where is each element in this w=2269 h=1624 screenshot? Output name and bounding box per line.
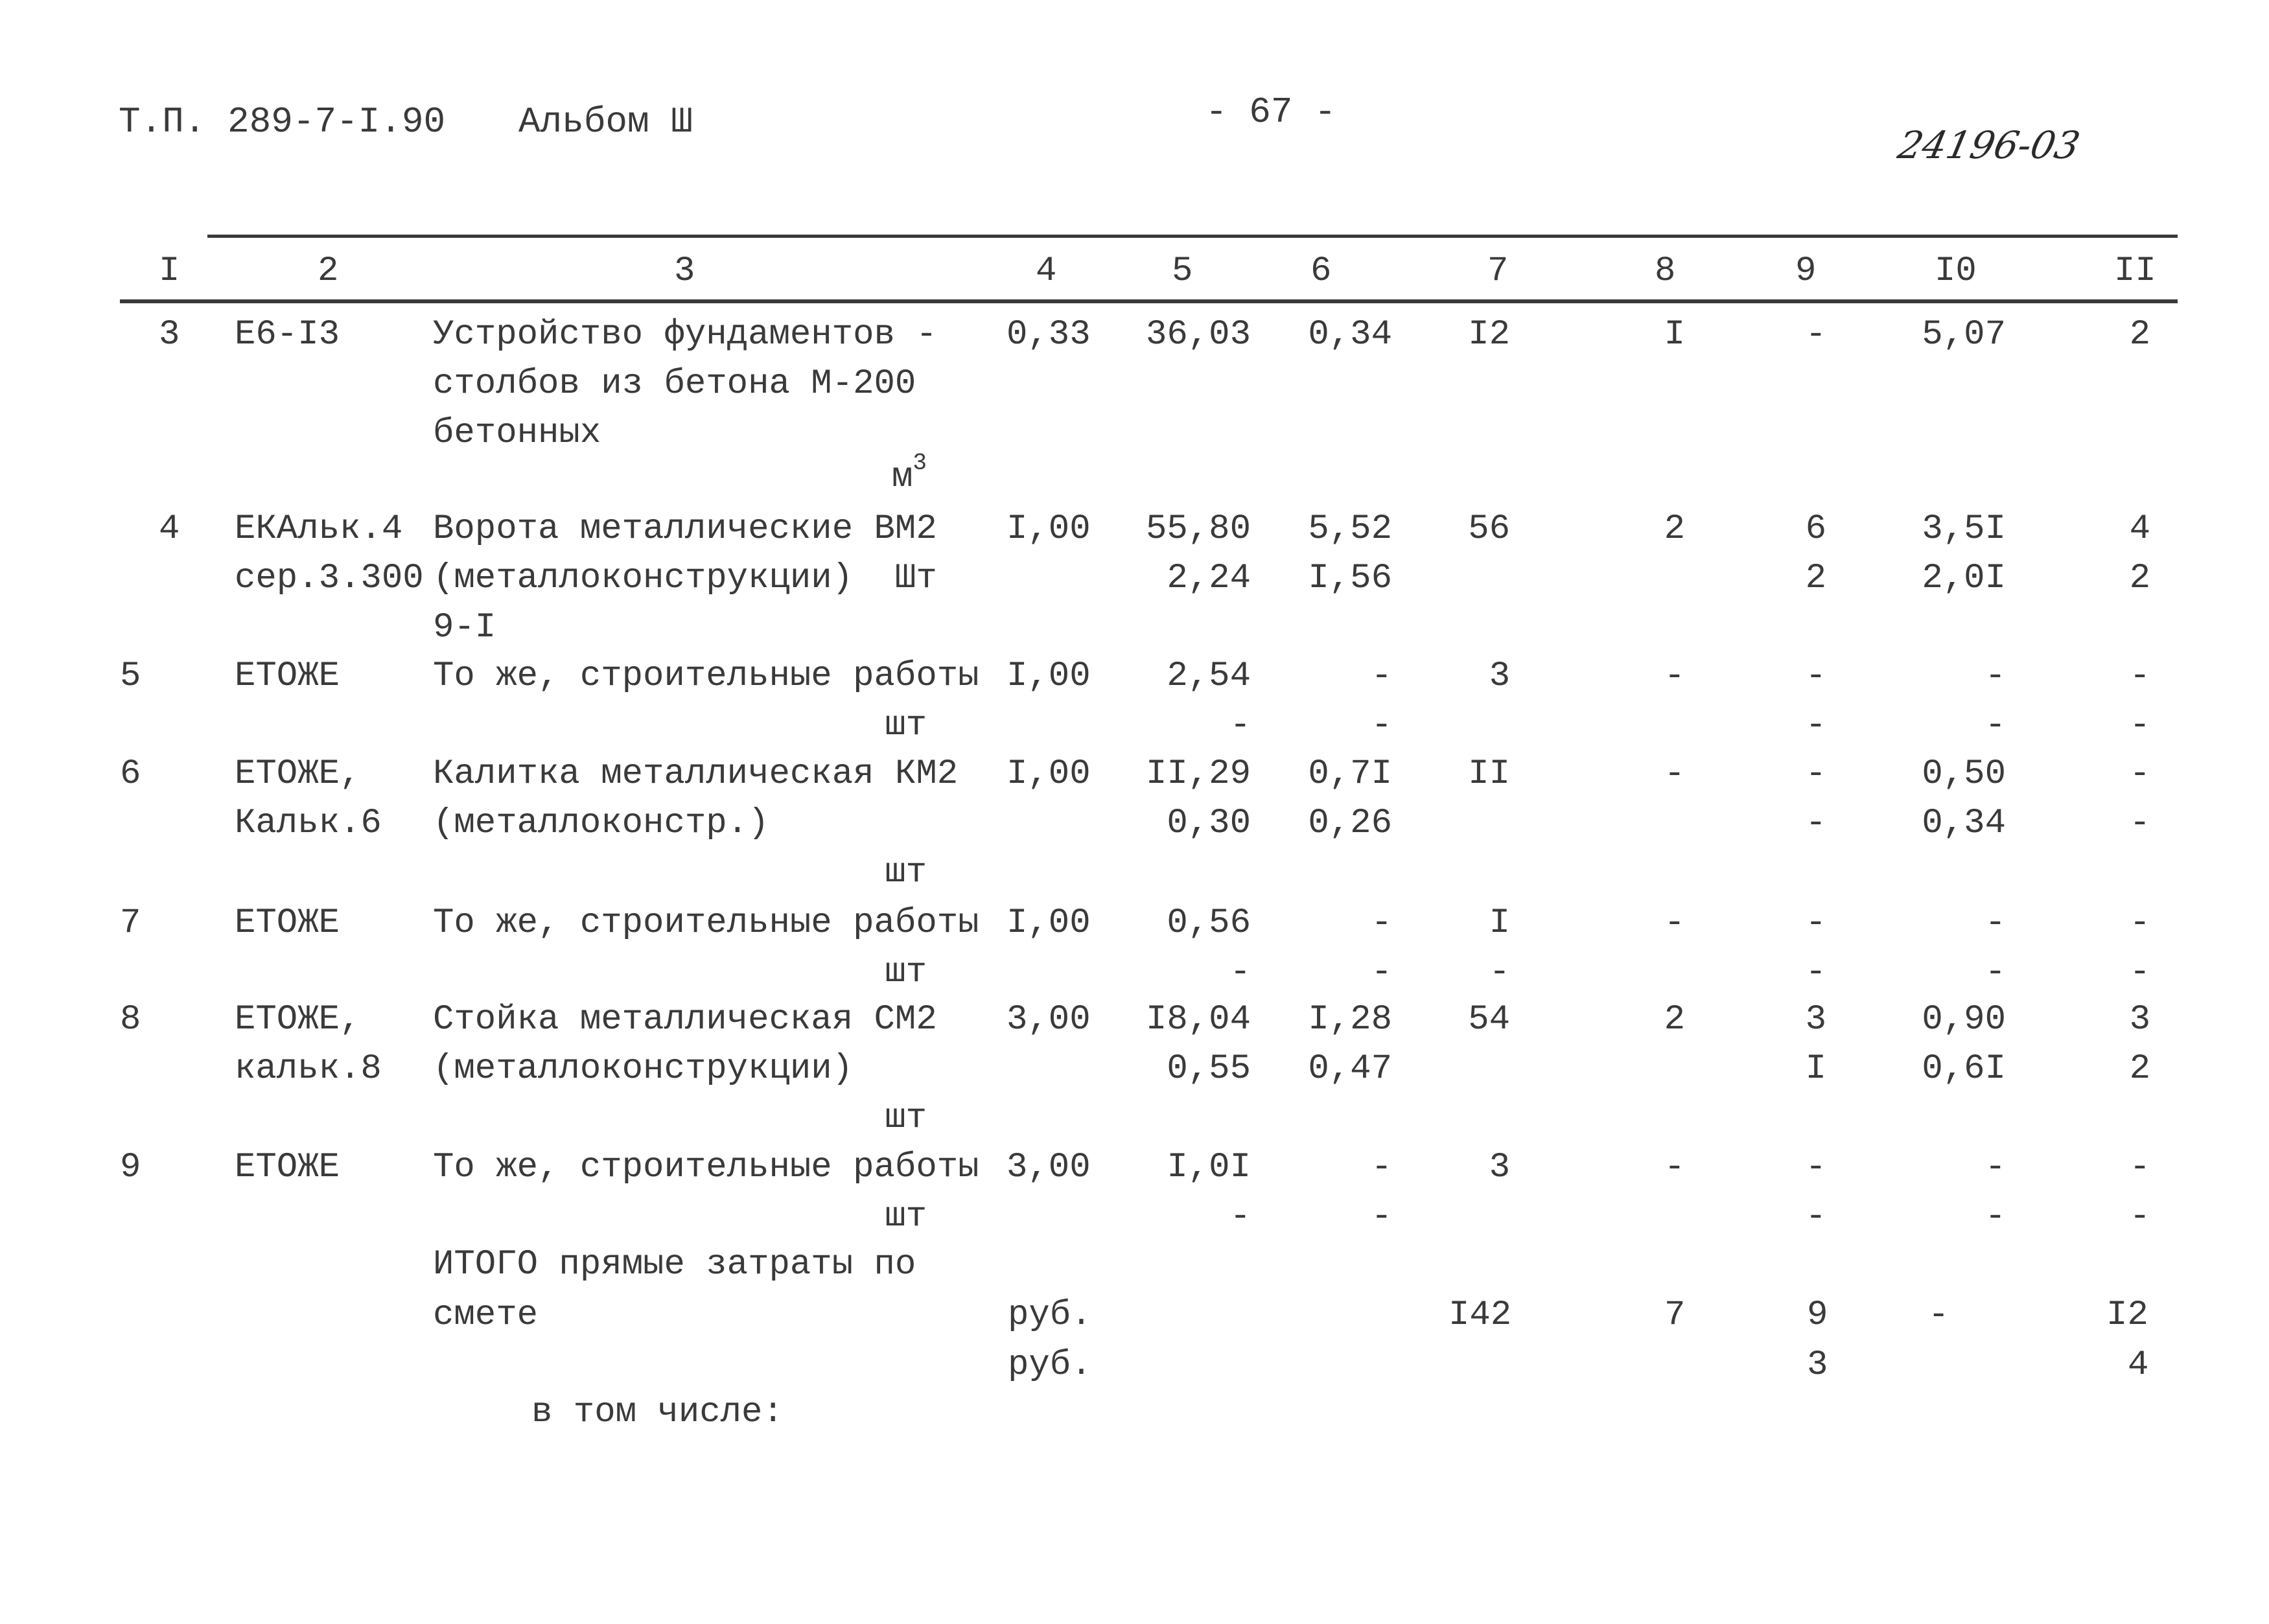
norm-code: Е6-I3: [235, 315, 340, 354]
cell-c7: 3: [1489, 1148, 1510, 1187]
work-description: бетонных: [433, 413, 601, 453]
work-description: (металлоконстр.): [433, 804, 769, 843]
total-col11-line2: 4: [2128, 1345, 2149, 1385]
quantity: I,00: [1007, 903, 1091, 943]
cell-c9: -: [1805, 804, 1826, 843]
unit-superscript: 3: [913, 450, 927, 476]
cell-c10: 5,07: [1922, 315, 2006, 354]
quantity: 0,33: [1007, 315, 1091, 354]
cell-c10: -: [1984, 656, 2006, 696]
cell-c6: -: [1371, 953, 1392, 992]
column-number-7: 7: [1487, 251, 1509, 291]
column-number-8: 8: [1655, 251, 1676, 291]
row-number: 9: [120, 1148, 141, 1187]
cell-c9: -: [1805, 953, 1826, 992]
column-number-5: 5: [1172, 251, 1193, 291]
column-number-10: I0: [1935, 251, 1977, 291]
cell-c7: 3: [1489, 656, 1510, 696]
total-col11-line1: I2: [2106, 1295, 2148, 1335]
page-number: - 67 -: [1205, 91, 1336, 133]
quantity: I,00: [1007, 754, 1091, 794]
total-col9-line1: 9: [1807, 1295, 1828, 1335]
album-label: Альбом Ш: [518, 101, 693, 143]
cell-c11: -: [2129, 953, 2150, 992]
column-number-2: 2: [318, 251, 339, 291]
cell-c7: II: [1468, 754, 1510, 794]
cell-c9: -: [1805, 754, 1826, 794]
cell-c5: 2,24: [1167, 559, 1251, 598]
cell-c10: 0,50: [1922, 754, 2006, 794]
handwritten-inventory-number: 24196-03: [1894, 123, 2084, 167]
column-number-11: II: [2114, 251, 2156, 291]
cell-c5: -: [1229, 1197, 1251, 1236]
cell-c5: 0,56: [1167, 903, 1251, 943]
column-number-6: 6: [1310, 251, 1332, 291]
column-number-4: 4: [1036, 251, 1057, 291]
unit-of-measure: шт: [885, 1098, 927, 1138]
cell-c10: -: [1984, 1148, 2006, 1187]
cell-c9: -: [1805, 1148, 1826, 1187]
cell-c6: -: [1371, 903, 1392, 943]
total-col7: I42: [1449, 1295, 1512, 1335]
unit-of-measure: $м^3$: [891, 450, 927, 497]
quantity: 3,00: [1007, 1148, 1091, 1187]
norm-code: ЕКАльк.4: [235, 509, 403, 549]
row-number: 5: [120, 656, 141, 696]
cell-c8: -: [1664, 656, 1685, 696]
work-description: столбов из бетона М-200: [433, 364, 916, 404]
work-description: То же, строительные работы: [433, 1148, 979, 1187]
unit-of-measure: шт: [885, 706, 927, 745]
cell-c11: -: [2129, 1197, 2150, 1236]
cell-c7: -: [1489, 953, 1510, 992]
unit-of-measure: шт: [885, 853, 927, 892]
cell-c10: -: [1984, 706, 2006, 745]
cell-c9: -: [1805, 315, 1826, 354]
including-label: в том числе:: [531, 1393, 784, 1432]
work-description: 9-I: [433, 608, 496, 647]
cell-c6: 0,7I: [1308, 754, 1392, 794]
row-number: 4: [159, 509, 180, 549]
cell-c8: -: [1664, 903, 1685, 943]
cell-c6: 5,52: [1308, 509, 1392, 549]
cell-c11: 2: [2129, 315, 2150, 354]
cell-c10: 0,6I: [1922, 1049, 2006, 1089]
norm-code: Кальк.6: [235, 804, 382, 843]
total-unit-2: руб.: [1008, 1345, 1092, 1385]
cell-c9: 2: [1805, 559, 1826, 598]
cell-c11: 4: [2129, 509, 2150, 549]
cell-c6: -: [1371, 1148, 1392, 1187]
cell-c9: 3: [1805, 1000, 1826, 1039]
quantity: I,00: [1007, 509, 1091, 549]
cell-c9: 6: [1805, 509, 1826, 549]
cell-c9: -: [1805, 656, 1826, 696]
cell-c6: I,28: [1308, 1000, 1392, 1039]
cell-c6: 0,26: [1308, 804, 1392, 843]
cell-c5: 0,30: [1167, 804, 1251, 843]
cell-c8: I: [1664, 315, 1685, 354]
table-top-rule: [207, 235, 2178, 238]
cell-c9: -: [1805, 1197, 1826, 1236]
total-label-line1: ИТОГО прямые затраты по: [433, 1245, 916, 1284]
cell-c11: 3: [2129, 1000, 2150, 1039]
unit-of-measure: шт: [885, 1197, 927, 1236]
cell-c6: -: [1371, 656, 1392, 696]
cell-c10: 0,90: [1922, 1000, 2006, 1039]
work-description: (металлоконструкции) Шт: [433, 559, 937, 598]
table-header-rule: [120, 299, 2178, 303]
cell-c7: I: [1489, 903, 1510, 943]
cell-c11: -: [2129, 903, 2150, 943]
document-code: Т.П. 289-7-I.90: [119, 101, 446, 143]
cell-c5: 2,54: [1167, 656, 1251, 696]
cell-c6: -: [1371, 1197, 1392, 1236]
cell-c11: -: [2129, 804, 2150, 843]
cell-c10: -: [1984, 1197, 2006, 1236]
column-number-1: I: [159, 251, 180, 291]
cell-c8: -: [1664, 1148, 1685, 1187]
cell-c11: -: [2129, 1148, 2150, 1187]
norm-code: ЕТОЖЕ: [235, 1148, 340, 1187]
cell-c11: 2: [2129, 559, 2150, 598]
work-description: Стойка металлическая СМ2: [433, 1000, 937, 1039]
row-number: 8: [120, 1000, 141, 1039]
cell-c8: 2: [1664, 509, 1685, 549]
total-col8: 7: [1664, 1295, 1686, 1335]
cell-c7: 56: [1468, 509, 1510, 549]
cell-c10: 0,34: [1922, 804, 2006, 843]
column-number-9: 9: [1795, 251, 1817, 291]
work-description: Ворота металлические ВМ2: [433, 509, 937, 549]
cell-c5: 0,55: [1167, 1049, 1251, 1089]
cell-c6: I,56: [1308, 559, 1392, 598]
quantity: I,00: [1007, 656, 1091, 696]
cell-c11: -: [2129, 656, 2150, 696]
work-description: (металлоконструкции): [433, 1049, 854, 1089]
norm-code: сер.3.300: [235, 559, 424, 598]
total-label-line2: смете: [433, 1295, 539, 1335]
unit-of-measure: шт: [885, 953, 927, 992]
row-number: 3: [159, 315, 180, 354]
cell-c9: I: [1805, 1049, 1826, 1089]
total-col9-line2: 3: [1807, 1345, 1828, 1385]
cell-c9: -: [1805, 706, 1826, 745]
cell-c5: II,29: [1145, 754, 1251, 794]
cell-c6: 0,34: [1308, 315, 1392, 354]
cell-c10: -: [1984, 953, 2006, 992]
cell-c7: I2: [1468, 315, 1510, 354]
cell-c5: I8,04: [1145, 1000, 1251, 1039]
cell-c9: -: [1805, 903, 1826, 943]
cell-c6: 0,47: [1308, 1049, 1392, 1089]
work-description: То же, строительные работы: [433, 656, 979, 696]
work-description: Калитка металлическая КМ2: [433, 754, 959, 794]
cell-c10: 3,5I: [1922, 509, 2006, 549]
norm-code: ЕТОЖЕ: [235, 656, 340, 696]
cell-c5: I,0I: [1167, 1148, 1251, 1187]
work-description: Устройство фундаментов -: [433, 315, 937, 354]
cell-c7: 54: [1468, 1000, 1510, 1039]
row-number: 7: [120, 903, 141, 943]
cell-c5: 36,03: [1145, 315, 1251, 354]
cell-c11: -: [2129, 754, 2150, 794]
cell-c10: 2,0I: [1922, 559, 2006, 598]
norm-code: ЕТОЖЕ,: [235, 1000, 361, 1039]
norm-code: кальк.8: [235, 1049, 382, 1089]
cell-c8: 2: [1664, 1000, 1685, 1039]
work-description: То же, строительные работы: [433, 903, 979, 943]
column-number-3: 3: [674, 251, 695, 291]
cell-c10: -: [1984, 903, 2006, 943]
cell-c11: 2: [2129, 1049, 2150, 1089]
total-col10: -: [1928, 1295, 1949, 1335]
cell-c6: -: [1371, 706, 1392, 745]
cell-c8: -: [1664, 754, 1685, 794]
cell-c5: 55,80: [1145, 509, 1251, 549]
total-unit-1: руб.: [1008, 1295, 1092, 1335]
row-number: 6: [120, 754, 141, 794]
norm-code: ЕТОЖЕ,: [235, 754, 361, 794]
cell-c5: -: [1229, 706, 1251, 745]
cell-c5: -: [1229, 953, 1251, 992]
norm-code: ЕТОЖЕ: [235, 903, 340, 943]
quantity: 3,00: [1007, 1000, 1091, 1039]
cell-c11: -: [2129, 706, 2150, 745]
